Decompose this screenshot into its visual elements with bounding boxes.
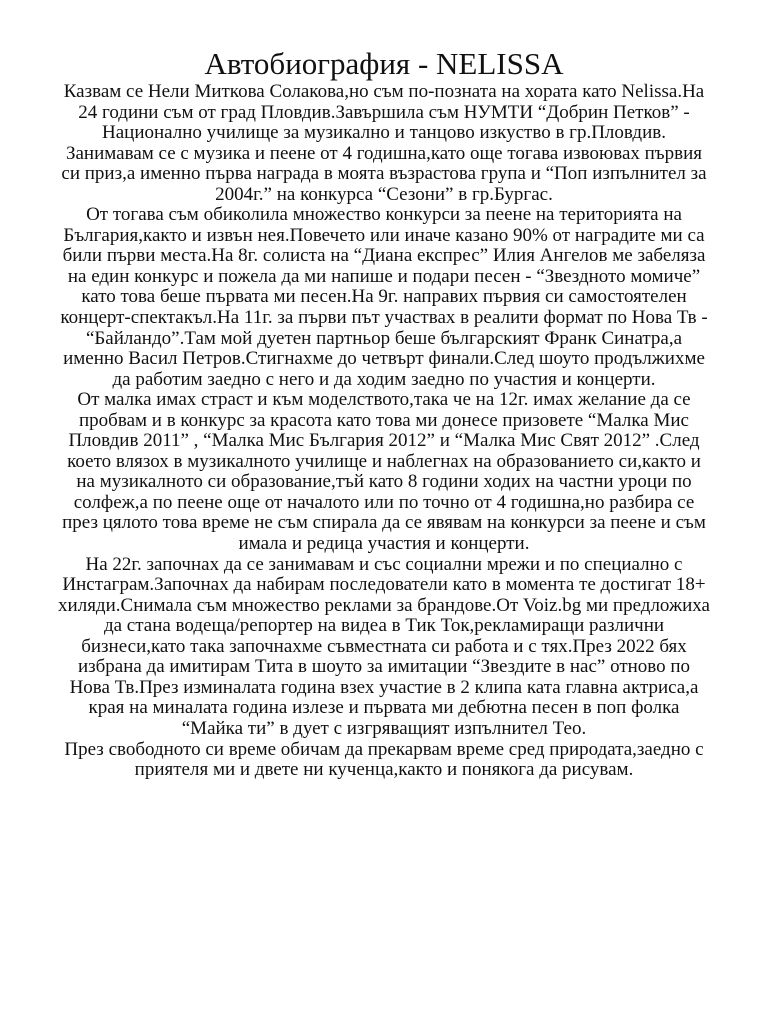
paragraph-free-time: През свободното си време обичам да прекарвам време сред природата,заедно с приятеля ми и двете ни кученца,както и понякога да рисувам. [64,738,704,781]
paragraph-competitions: От тогава съм обиколила множество конкурси за пеене на територията на България,както и извън нея.Повечето или иначе казано 90% от наградите ми са били първи места.На 8г. солиста на “Диана експрес” Илия Ангелов ме забеляза на един конкурс и пожела да ми напише и подари песен - “Звездното момиче” като това беше първата ми песен.На 9г. направих първия си самостоятелен концерт-спектакъл.На 11г. за първи път участвах в реалити формат по Нова Тв - “Байландо”.Там мой дуетен партньор беше българският Франк Синатра,а именно Васил Петров.Стигнахме до четвърт финали.След шоуто продължихме да работим заедно с него и да ходим заедно по участия и концерти. [60,204,708,390]
paragraph-modeling: От малка имах страст и към моделството,така че на 12г. имах желание да се пробвам и в конкурс за красота като това ми донесе призовете “Малка Мис Пловдив 2011” , “Малка Мис България 2012” и “Малка Мис Свят 2012” .След което влязох в музикалното училище и наблегнах на образованието си,както и на музикалното си образование,тъй като 8 години ходих на частни уроци по солфеж,а по пеене още от началото или по точно от 4 годишна,но разбира се през цялото това време не съм спирала да се явявам на конкурси за пеене и съм имала и редица участия и концерти. [62,389,706,555]
paragraph-music-beginnings: Занимавам се с музика и пеене от 4 годишна,като още тогава извоювах първия си приз,а именно първа награда в моята възрастова група и “Поп изпълнител за 2004г.” на конкурса “Сезони” в гр.Бургас. [61,142,707,205]
paragraph-social-media: На 22г. започнах да се занимавам и със социални мрежи и по специално с Инстаграм.Започнах да набирам последователи като в момента те достигат 18+ хиляди.Снимала съм множество реклами за брандове.От Voiz.bg ми предложиха да стана водеща/репортер на видеа в Тик Ток,рекламиращи различни бизнеси,като така започнахме съвместната си работа и с тях.През 2022 бях избрана да имитирам Тита в шоуто за имитации “Звездите в нас” отново по Нова Тв.През изминалата година взех участие в 2 клипа ката главна актриса,а края на миналата година излезе и първата ми дебютна песен в поп фолка “Майка ти” в дует с изгряващият изпълнител Тео. [58,553,710,739]
paragraph-education: Казвам се Нели Миткова Солакова,но съм по-позната на хората като Nelissa.На 24 години съм от град Пловдив.Завършила съм НУМТИ “Добрин Петков” - Национално училище за музикално и танцово изкуство в гр.Пловдив. [63,81,705,144]
document-title: Автобиография - NELISSA [204,46,564,81]
document-body [58,82,710,781]
